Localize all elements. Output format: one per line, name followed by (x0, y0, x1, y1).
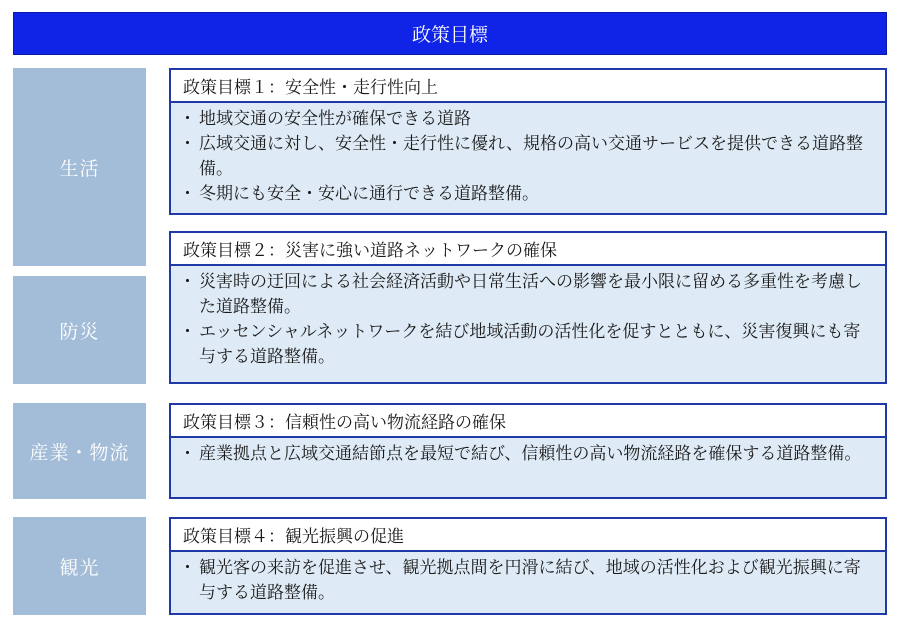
list-item: ・ 冬期にも安全・安心に通行できる道路整備。 (183, 182, 873, 207)
category-disaster-prevention (13, 276, 146, 384)
category-industry-logistics (13, 403, 146, 499)
category-tourism (13, 517, 146, 615)
list-item: ・ 広域交通に対し、安全性・走行性に優れ、規格の高い交通サービスを提供できる道路整備。 (183, 132, 873, 182)
category-label: 産業・物流 (29, 441, 130, 464)
category-label: 防災 (59, 320, 100, 343)
header-title: 政策目標 (411, 24, 488, 46)
category-label: 観光 (59, 556, 100, 579)
goal-1-body (169, 101, 887, 215)
goal-4-list (183, 556, 873, 606)
goal-2-title (169, 231, 887, 266)
goal-3-list (183, 442, 873, 467)
goal-3-body (169, 436, 887, 499)
goal-3-title (169, 403, 887, 438)
list-item: ・ エッセンシャルネットワークを結び地域活動の活性化を促すとともに、災害復興にも寄与する道路整備。 (183, 320, 873, 370)
goal-1-title (169, 68, 887, 103)
goal-2-list (183, 270, 873, 370)
category-life (13, 68, 146, 266)
goal-title-text: 政策目標１：安全性・走行性向上 (183, 78, 438, 98)
list-item: ・ 地域交通の安全性が確保できる道路 (183, 107, 873, 132)
goal-title-text: 政策目標３：信頼性の高い物流経路の確保 (183, 413, 506, 433)
goal-2-body (169, 264, 887, 384)
list-item: ・ 観光客の来訪を促進させ、観光拠点間を円滑に結び、地域の活性化および観光振興に寄与する道路整備。 (183, 556, 873, 606)
goal-4-body (169, 550, 887, 615)
goal-title-text: 政策目標２：災害に強い道路ネットワークの確保 (183, 241, 557, 261)
goal-1-list (183, 107, 873, 207)
list-item: ・ 産業拠点と広域交通結節点を最短で結び、信頼性の高い物流経路を確保する道路整備。 (183, 442, 873, 467)
goal-title-text: 政策目標４：観光振興の促進 (183, 527, 404, 547)
goal-4-title (169, 517, 887, 552)
category-label: 生活 (59, 157, 100, 180)
list-item: ・ 災害時の迂回による社会経済活動や日常生活への影響を最小限に留める多重性を考慮した道路整備。 (183, 270, 873, 320)
policy-goals-header (13, 12, 887, 55)
